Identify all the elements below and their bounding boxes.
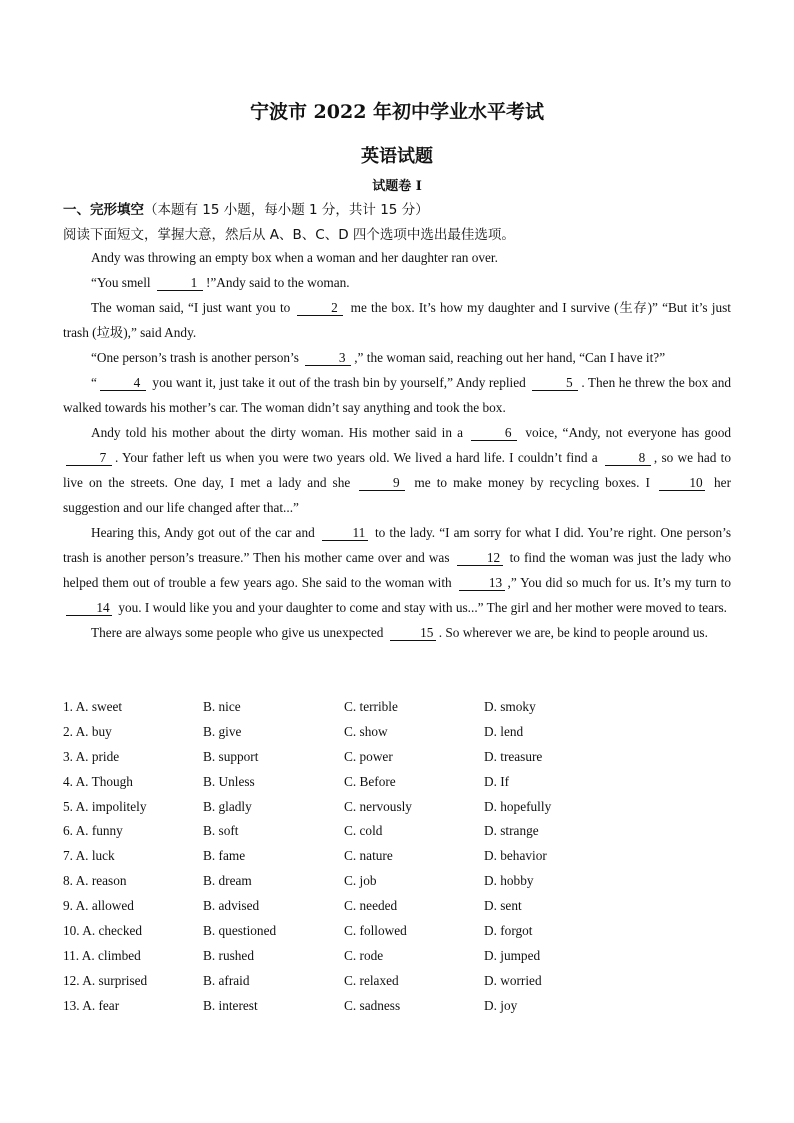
paper-label: 试题卷 I — [372, 179, 422, 194]
option-b: B. support — [203, 748, 259, 764]
option-row-9 — [63, 896, 731, 921]
option-row-8 — [63, 871, 731, 896]
option-row-11 — [63, 946, 731, 971]
option-row-3 — [63, 747, 731, 772]
blank-12: 12 — [457, 550, 503, 566]
option-c: C. relaxed — [344, 972, 399, 988]
option-a: 2. A. buy — [63, 723, 112, 739]
blank-1: 1 — [157, 275, 203, 291]
option-row-1 — [63, 697, 731, 722]
blank-5: 5 — [532, 375, 578, 391]
blank-10: 10 — [659, 475, 705, 491]
option-b: B. give — [203, 723, 242, 739]
option-a: 13. A. fear — [63, 997, 120, 1013]
option-a: 6. A. funny — [63, 823, 123, 839]
option-b: B. fame — [203, 848, 246, 864]
option-a: 11. A. climbed — [63, 947, 141, 963]
option-c: C. rode — [344, 947, 384, 963]
option-b: B. nice — [203, 699, 241, 714]
blank-3: 3 — [305, 350, 351, 366]
option-a: 4. A. Though — [63, 773, 133, 789]
option-row-4 — [63, 772, 731, 797]
paragraph-7: Hearing this, Andy got out of the car and 11 to the lady. “I am sorry for what I did. You’re right. One person’s trash is another person’s treasure.” Then his mother came over and was 12 to find the woman was just the lady who helped them out of trouble a few years ago. She said to the woman with 13 ,” You did so much for us. It’s my turn to 14 you. I would like you and your daughter to come and stay with us...” The girl and her mother were moved to tears. — [63, 525, 732, 615]
option-a: 9. A. allowed — [63, 898, 134, 914]
option-c: C. Before — [344, 773, 396, 789]
option-b: B. soft — [203, 823, 239, 839]
paragraph-6: Andy told his mother about the dirty woman. His mother said in a 6 voice, “Andy, not everyone has good 7 . Your father left us when you were two years old. We lived a hard life. I couldn’t find a 8 , so we had to live on the streets. One day, I met a lady and she 9 me to make money by recycling boxes. I 10 her suggestion and our life changed after that...” — [63, 425, 732, 515]
paragraph-5: “ 4 you want it, just take it out of the trash bin by yourself,” Andy replied 5 . Then he threw the box and walked towards his mother’s car. The woman didn’t say anything and took the box. — [63, 375, 731, 415]
blank-7: 7 — [66, 450, 112, 466]
blank-8: 8 — [605, 450, 651, 466]
option-c: C. show — [344, 723, 388, 739]
subject-title: 英语试题 — [361, 146, 433, 167]
blank-6: 6 — [471, 425, 517, 441]
option-row-6 — [63, 821, 731, 846]
paragraph-3: The woman said, “I just want you to 2 me the box. It’s how my daughter and I survive (生存)” “But it’s just trash (垃圾),” said Andy. — [63, 300, 731, 340]
option-c: C. terrible — [344, 699, 398, 714]
exam-title: 宁波市 2022 年初中学业水平考试 — [249, 101, 545, 123]
option-d: D. joy — [484, 997, 518, 1013]
paragraph-1: Andy was throwing an empty box when a woman and her daughter ran over. — [91, 250, 498, 265]
cloze-passage — [63, 245, 731, 645]
option-c: C. cold — [344, 823, 383, 839]
option-b: B. gladly — [203, 798, 252, 814]
blank-14: 14 — [66, 600, 112, 616]
option-b: B. dream — [203, 873, 252, 889]
option-b: B. questioned — [203, 923, 277, 939]
blank-4: 4 — [100, 375, 146, 391]
option-row-2 — [63, 722, 731, 747]
option-d: D. hopefully — [484, 798, 552, 814]
option-d: D. If — [484, 773, 510, 789]
option-a: 10. A. checked — [63, 923, 143, 939]
section-heading — [63, 198, 429, 218]
option-d: D. forgot — [484, 923, 533, 939]
option-c: C. nervously — [344, 798, 412, 814]
option-a: 7. A. luck — [63, 848, 115, 864]
option-d: D. worried — [484, 972, 542, 988]
option-d: D. strange — [484, 823, 539, 839]
option-row-13 — [63, 996, 731, 1021]
option-c: C. needed — [344, 898, 398, 914]
option-b: B. interest — [203, 997, 258, 1013]
blank-13: 13 — [459, 575, 505, 591]
paragraph-8: There are always some people who give us unexpected 15 . So wherever we are, be kind to people around us. — [91, 625, 708, 640]
option-b: B. advised — [203, 898, 260, 914]
option-a: 8. A. reason — [63, 873, 127, 889]
option-a: 5. A. impolitely — [63, 798, 147, 814]
option-a: 3. A. pride — [63, 748, 120, 764]
option-a: 12. A. surprised — [63, 972, 148, 988]
option-row-7 — [63, 846, 731, 871]
section-instruction: 阅读下面短文，掌握大意，然后从 A、B、C、D 四个选项中选出最佳选项。 — [63, 227, 515, 243]
paragraph-4: “One person’s trash is another person’s 3 ,” the woman said, reaching out her hand, “Can I have it?” — [91, 350, 666, 365]
section-title: 一、完形填空 — [63, 202, 144, 218]
blank-2: 2 — [297, 300, 343, 316]
option-d: D. treasure — [484, 748, 543, 764]
option-c: C. followed — [344, 923, 407, 939]
blank-9: 9 — [359, 475, 405, 491]
option-b: B. Unless — [203, 773, 255, 789]
option-d: D. hobby — [484, 873, 534, 889]
option-b: B. rushed — [203, 947, 254, 963]
option-row-12 — [63, 971, 731, 996]
blank-15: 15 — [390, 625, 436, 641]
paragraph-2: “You smell 1 !”Andy said to the woman. — [91, 275, 350, 290]
option-d: D. behavior — [484, 848, 547, 864]
option-b: B. afraid — [203, 972, 250, 988]
option-d: D. jumped — [484, 947, 541, 963]
option-d: D. sent — [484, 898, 522, 914]
option-c: C. sadness — [344, 997, 401, 1013]
option-c: C. nature — [344, 848, 393, 864]
option-row-5 — [63, 797, 731, 822]
option-a: 1. A. sweet — [63, 699, 123, 714]
option-d: D. lend — [484, 723, 524, 739]
option-row-10 — [63, 921, 731, 946]
blank-11: 11 — [322, 525, 368, 541]
option-c: C. power — [344, 748, 393, 764]
option-c: C. job — [344, 873, 377, 889]
answer-options — [63, 697, 731, 1021]
section-note: （本题有 15 小题，每小题 1 分，共计 15 分） — [144, 202, 429, 218]
option-d: D. smoky — [484, 699, 536, 714]
